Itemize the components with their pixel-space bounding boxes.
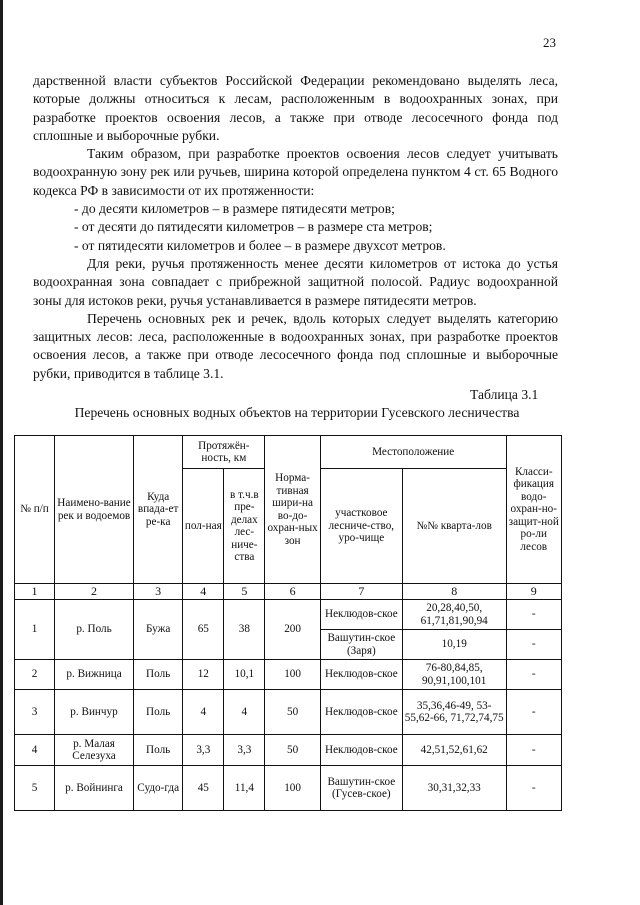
header-length: Протяжён-ность, км	[183, 436, 265, 469]
list-item: - от пятидесяти километров и более – в размере двухсот метров.	[74, 237, 446, 253]
column-number: 8	[402, 584, 506, 600]
rivers-table	[14, 435, 562, 811]
cell-quarters: 30,31,32,33	[402, 766, 506, 811]
cell-length-forest: 11,4	[224, 766, 265, 811]
paragraph: дарственной власти субъектов Российской Федерации рекомендовано выделять леса, которые должны относиться к лесам, расположенным в водоохранных зонах, при разработке проектов освоения лесов, а также при отводе лесосечного фонда под сплошные и выборочные рубки.	[33, 73, 558, 143]
cell-district: Неклюдов-ское	[320, 690, 402, 735]
column-number: 9	[506, 584, 561, 600]
cell-length-full: 3,3	[183, 735, 224, 766]
cell-class: -	[506, 660, 561, 690]
cell-district: Вашутин-ское (Заря)	[320, 630, 402, 660]
cell-flows-into: Судо-гда	[134, 766, 183, 811]
cell-class: -	[506, 600, 561, 630]
header-district: участковое лесниче-ство, уро-чище	[320, 469, 402, 584]
header-quarters: №№ кварта-лов	[402, 469, 506, 584]
list-item: - от десяти до пятидесяти километров – в размере ста метров;	[74, 219, 433, 235]
cell-norm-width: 200	[265, 600, 320, 660]
column-number: 2	[55, 584, 134, 600]
cell-quarters: 42,51,52,61,62	[402, 735, 506, 766]
cell-class: -	[506, 690, 561, 735]
cell-length-full: 4	[183, 690, 224, 735]
list-item: - до десяти километров – в размере пятидесяти метров;	[74, 201, 395, 217]
cell-name: р. Винчур	[55, 690, 134, 735]
cell-class: -	[506, 766, 561, 811]
header-classification: Класси-фикация водо-охран-но-защит-ной ро-ли лесов	[506, 436, 561, 584]
table-row	[15, 690, 562, 735]
paragraph: Перечень основных рек и речек, вдоль которых следует выделять категорию защитных лесов: леса, расположенные в водоохранных зонах, при разработке проектов освоения лесов, а также при отводе лесосечного фонда под сплошные и выборочные рубки, приводится в таблице 3.1.	[33, 310, 558, 381]
cell-class: -	[506, 735, 561, 766]
cell-flows-into: Поль	[134, 690, 183, 735]
header-length-full: пол-ная	[183, 469, 224, 584]
column-number: 5	[224, 584, 265, 600]
column-number: 4	[183, 584, 224, 600]
table-title: Перечень основных водных объектов на территории Гусевского лесничества	[74, 405, 520, 420]
column-number: 6	[265, 584, 320, 600]
cell-district: Неклюдов-ское	[320, 660, 402, 690]
cell-district: Неклюдов-ское	[320, 600, 402, 630]
cell-norm-width: 100	[265, 766, 320, 811]
column-number: 1	[15, 584, 55, 600]
cell-num: 1	[15, 600, 55, 660]
cell-quarters: 20,28,40,50, 61,71,81,90,94	[402, 600, 506, 630]
cell-length-forest: 38	[224, 600, 265, 660]
page-number: 23	[543, 35, 556, 50]
header-location: Местоположение	[320, 436, 506, 469]
header-flows-into: Куда впада-ет ре-ка	[134, 436, 183, 584]
column-number: 7	[320, 584, 402, 600]
scan-left-edge	[0, 0, 3, 905]
cell-quarters: 76-80,84,85, 90,91,100,101	[402, 660, 506, 690]
body-text	[33, 72, 558, 383]
cell-district: Неклюдов-ское	[320, 735, 402, 766]
cell-length-full: 12	[183, 660, 224, 690]
cell-quarters: 10,19	[402, 630, 506, 660]
cell-flows-into: Поль	[134, 660, 183, 690]
cell-name: р. Войнинга	[55, 766, 134, 811]
cell-name: р. Малая Селезуха	[55, 735, 134, 766]
table-row	[15, 600, 562, 630]
table-caption: Таблица 3.1	[470, 387, 539, 402]
cell-flows-into: Бужа	[134, 600, 183, 660]
header-norm-width: Норма-тивная шири-на во-до-охран-ных зон	[265, 436, 320, 584]
cell-norm-width: 50	[265, 690, 320, 735]
column-number: 3	[134, 584, 183, 600]
table-header-row	[15, 436, 562, 469]
header-num: № п/п	[15, 436, 55, 584]
cell-length-forest: 3,3	[224, 735, 265, 766]
cell-name: р. Поль	[55, 600, 134, 660]
cell-num: 2	[15, 660, 55, 690]
cell-length-full: 45	[183, 766, 224, 811]
paragraph: Таким образом, при разработке проектов освоения лесов следует учитывать водоохранную зону рек или ручьев, ширина которой определена пунктом 4 ст. 65 Водного кодекса РФ в зависимости от их протяженности:	[33, 146, 558, 198]
column-number-row	[15, 584, 562, 600]
cell-norm-width: 50	[265, 735, 320, 766]
table-row	[15, 766, 562, 811]
cell-length-forest: 10,1	[224, 660, 265, 690]
cell-num: 4	[15, 735, 55, 766]
cell-class: -	[506, 630, 561, 660]
cell-num: 5	[15, 766, 55, 811]
cell-num: 3	[15, 690, 55, 735]
header-name: Наимено-вание рек и водоемов	[55, 436, 134, 584]
cell-norm-width: 100	[265, 660, 320, 690]
paragraph: Для реки, ручья протяженность менее десяти километров от истока до устья водоохранная зона совпадает с прибрежной защитной полосой. Радиус водоохранной зоны для истоков реки, ручья устанавливается в размере пятидесяти метров.	[33, 255, 558, 308]
cell-flows-into: Поль	[134, 735, 183, 766]
cell-quarters: 35,36,46-49, 53-55,62-66, 71,72,74,75	[402, 690, 506, 735]
table-row	[15, 735, 562, 766]
cell-name: р. Вижница	[55, 660, 134, 690]
cell-length-full: 65	[183, 600, 224, 660]
table-row	[15, 660, 562, 690]
cell-district: Вашутин-ское (Гусев-ское)	[320, 766, 402, 811]
header-length-forest: в т.ч.в пре-делах лес-ниче-ства	[224, 469, 265, 584]
cell-length-forest: 4	[224, 690, 265, 735]
